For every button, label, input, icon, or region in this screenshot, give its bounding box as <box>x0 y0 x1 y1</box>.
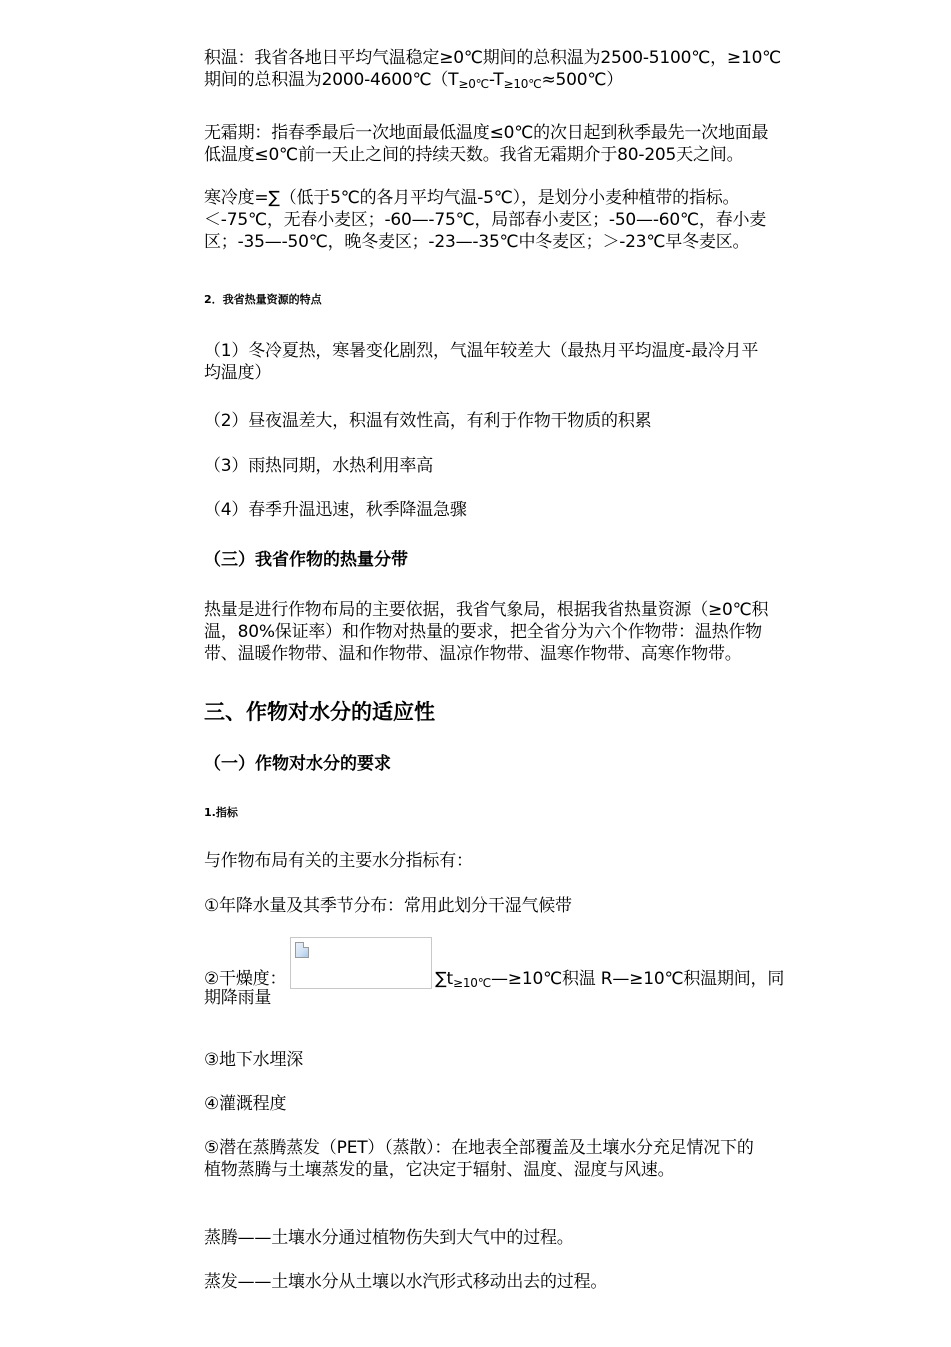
indicator-2-sub: ≥10℃ <box>452 976 491 990</box>
heat-zones-line2: 温，80%保证率）和作物对热量的要求，把全省分为六个作物带：温热作物 <box>204 622 762 642</box>
indicator-2-line2: 期降雨量 <box>204 988 272 1008</box>
transpiration-definition: 蒸腾——土壤水分通过植物伤失到大气中的过程。 <box>204 1228 574 1248</box>
indicator-4: ④灌溉程度 <box>204 1094 287 1114</box>
subheading-water-requirements: （一）作物对水分的要求 <box>204 754 391 774</box>
feature-3: （3）雨热同期，水热利用率高 <box>204 456 434 476</box>
evaporation-definition: 蒸发——土壤水分从土壤以水汽形式移动出去的过程。 <box>204 1272 608 1292</box>
cold-degree-line3: 区；-35—-50℃，晚冬麦区；-23—-35℃中冬麦区；＞-23℃早冬麦区。 <box>204 232 750 252</box>
accumulated-temp-paragraph <box>204 47 781 91</box>
indicator-2 <box>204 937 784 1009</box>
feature-1 <box>204 340 758 384</box>
cold-degree-line1: 寒冷度=∑（低于5℃的各月平均气温-5℃），是划分小麦种植带的指标。 <box>204 188 740 208</box>
heat-zones-line3: 带、温暖作物带、温和作物带、温凉作物带、温寒作物带、高寒作物带。 <box>204 644 742 664</box>
section-2-heading: 2．我省热量资源的特点 <box>204 293 322 306</box>
indicator-2-line1 <box>204 937 784 993</box>
section-3-heading: 三、作物对水分的适应性 <box>204 700 435 724</box>
frost-free-paragraph <box>204 122 768 166</box>
frost-free-line1: 无霜期：指春季最后一次地面最低温度≤0℃的次日起到秋季最先一次地面最 <box>204 123 769 143</box>
indicator-2-pre: ②干燥度： <box>204 969 287 989</box>
frost-free-line2: 低温度≤0℃前一天止之间的持续天数。我省无霜期介于80-205天之间。 <box>204 145 744 165</box>
accumulated-temp-line1: 积温：我省各地日平均气温稳定≥0℃期间的总积温为2500-5100℃，≥10℃ <box>204 48 782 68</box>
indicator-2-post: —≥10℃积温 R—≥10℃积温期间，同 <box>491 969 785 989</box>
subheading-heat-zones: （三）我省作物的热量分带 <box>204 550 408 570</box>
accumulated-temp-line2-mid: -T <box>488 70 504 90</box>
feature-2: （2）昼夜温差大，积温有效性高，有利于作物干物质的积累 <box>204 411 652 431</box>
indicators-intro: 与作物布局有关的主要水分指标有： <box>204 851 473 871</box>
cold-degree-paragraph <box>204 187 766 253</box>
indicator-1: ①年降水量及其季节分布：常用此划分干湿气候带 <box>204 896 572 916</box>
accumulated-temp-sub1: ≥0℃ <box>458 77 489 91</box>
indicator-5-line2: 植物蒸腾与土壤蒸发的量，它决定于辐射、温度、湿度与风速。 <box>204 1160 675 1180</box>
indicator-5-line1: ⑤潜在蒸腾蒸发（PET）（蒸散）：在地表全部覆盖及土壤水分充足情况下的 <box>204 1138 754 1158</box>
indicators-heading: 1.指标 <box>204 806 238 819</box>
indicator-2-sum: ∑t <box>435 969 453 989</box>
indicator-5 <box>204 1137 754 1181</box>
accumulated-temp-line2-pre: 期间的总积温为2000-4600℃（T <box>204 70 459 90</box>
accumulated-temp-sub2: ≥10℃ <box>503 77 542 91</box>
accumulated-temp-line2-post: ≈500℃） <box>541 70 624 90</box>
feature-1-line1: （1）冬冷夏热，寒暑变化剧烈，气温年较差大（最热月平均温度-最冷月平 <box>204 341 759 361</box>
feature-1-line2: 均温度） <box>204 363 272 383</box>
dryness-formula-image <box>290 937 432 989</box>
cold-degree-line2: ＜-75℃，无春小麦区；-60—-75℃，局部春小麦区；-50—-60℃，春小麦 <box>204 210 767 230</box>
indicator-3: ③地下水埋深 <box>204 1050 304 1070</box>
heat-zones-paragraph <box>204 599 768 665</box>
heat-zones-line1: 热量是进行作物布局的主要依据，我省气象局，根据我省热量资源（≥0℃积 <box>204 600 769 620</box>
feature-4: （4）春季升温迅速，秋季降温急骤 <box>204 500 467 520</box>
broken-image-icon <box>295 942 309 958</box>
accumulated-temp-line2 <box>204 69 781 91</box>
